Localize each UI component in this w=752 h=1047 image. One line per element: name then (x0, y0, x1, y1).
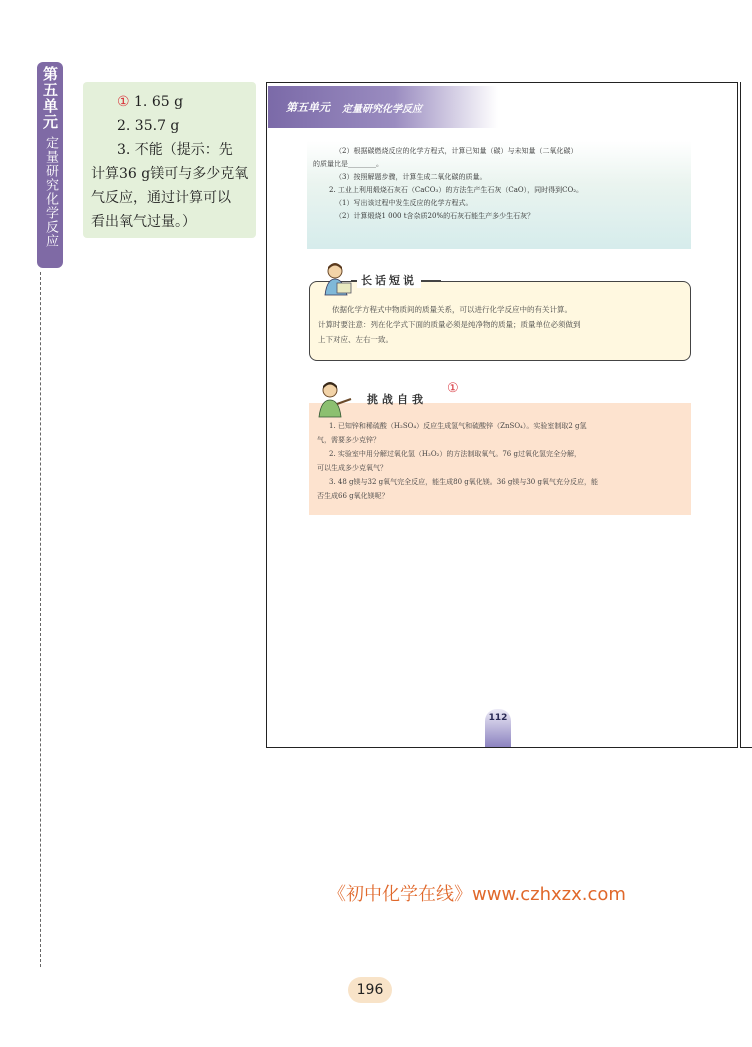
answer-line-4: 计算36 g镁可与多少克氧 (91, 166, 249, 182)
answer-line-1: ① 1. 65 g (117, 94, 184, 110)
page-number: 196 (348, 977, 392, 1003)
textbook-page-112 (266, 82, 738, 748)
exercise-line: （2）计算煅烧1 000 t含杂质20%的石灰石能生产多少生石灰？ (335, 212, 535, 220)
right-margin-tick (740, 747, 752, 748)
summary-line: 计算时要注意：列在化学式下面的质量必须是纯净物的质量；质量单位必须做到 (318, 320, 581, 329)
header-unit: 第五单元 (286, 101, 330, 114)
unit-number: 第五单元 (41, 66, 59, 130)
reading-girl-icon (319, 261, 357, 297)
challenge-line: 可以生成多少克氧气？ (317, 464, 387, 472)
unit-tab (37, 62, 63, 268)
exercise-line: （3）按照解题步骤，计算生成二氧化碳的质量。 (335, 173, 487, 181)
header-title: 定量研究化学反应 (342, 103, 422, 115)
answer-line-5: 气反应，通过计算可以 (91, 190, 231, 206)
inner-page-number: 112 (485, 709, 511, 747)
exercise-line: 的质量比是________。 (313, 160, 383, 168)
footnote-marker: ① (117, 94, 130, 110)
page-header (268, 86, 498, 128)
challenge-line: 气，需要多少克锌？ (317, 436, 380, 444)
challenge-line: 1. 已知锌和稀硫酸（H₂SO₄）反应生成氢气和硫酸锌（ZnSO₄）。实验室制取2 g氢 (329, 422, 587, 430)
challenge-line: 否生成66 g氧化镁呢？ (317, 492, 389, 500)
answer-line-3: 3. 不能（提示：先 (117, 142, 233, 158)
exercise-line: 2. 工业上利用煅烧石灰石（CaCO₃）的方法生产生石灰（CaO），同时得到CO₂。 (329, 186, 584, 194)
summary-title: 长话短说 (357, 272, 421, 288)
margin-dashed-line (40, 272, 41, 967)
watermark: 《初中化学在线》www.czhxzx.com (328, 884, 626, 905)
right-margin-rule (740, 82, 741, 748)
challenge-line: 2. 实验室中用分解过氧化氢（H₂O₂）的方法制取氧气。76 g过氧化氢完全分解， (329, 450, 581, 458)
answer-line-6: 看出氧气过量。） (91, 214, 196, 230)
exercise-line: （2）根据碳燃烧反应的化学方程式，计算已知量（碳）与未知量（二氧化碳） (335, 147, 578, 155)
exercise-box (307, 141, 691, 249)
answer-line-2: 2. 35.7 g (117, 118, 180, 134)
challenge-footnote-marker: ① (447, 381, 459, 396)
challenge-box (309, 403, 691, 515)
exercise-line: （1）写出该过程中发生反应的化学方程式。 (335, 199, 473, 207)
summary-line: 上下对应、左右一致。 (318, 335, 393, 344)
summary-line: 依据化学方程式中物质间的质量关系，可以进行化学反应中的有关计算。 (332, 305, 572, 314)
pointing-boy-icon (315, 379, 355, 419)
unit-title: 定量研究化学反应 (43, 136, 58, 248)
challenge-line: 3. 48 g镁与32 g氧气完全反应，能生成80 g氧化镁。36 g镁与30 g氧气充分反应，能 (329, 478, 598, 486)
summary-bubble (309, 281, 691, 361)
challenge-title: 挑战自我 (367, 393, 427, 406)
answer-note (83, 82, 256, 238)
